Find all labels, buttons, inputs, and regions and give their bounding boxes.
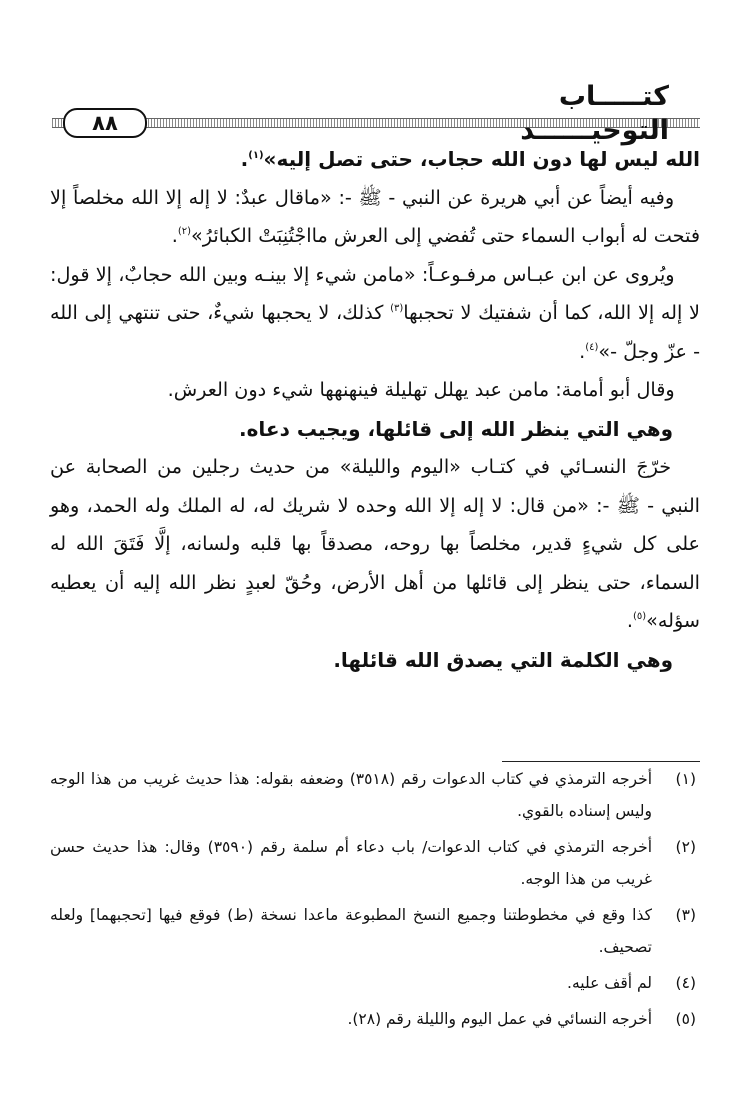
footnotes [50,763,700,1039]
footnote-number: (٣) [675,906,696,924]
paragraph: وهي التي ينظر الله إلى قائلها، ويجيب دعاه. [239,416,674,441]
footnote-ref: (٣) [390,303,404,314]
footnote: (٣) كذا وقع في مخطوطتنا وجميع النسخ المطبوعة ماعدا نسخة (ط) فوقع فيها [تحجبهما] ولعله تصحيف. [50,899,700,963]
paragraph: وهي الكلمة التي يصدق الله قائلها. [333,647,674,672]
paragraph: وفيه أيضاً عن أبي هريرة عن النبي - ﷺ -: «ماقال عبدٌ: لا إله إلا الله مخلصاً إلا فتحت له أبواب السماء حتى تُفضي إلى العرش مااجْتُنِبَتْ الكبائرُ»$^{(٢)}$. [50,185,700,247]
paragraph: خرّجَ النسـائي في كتـاب «اليوم والليلة» من حديث رجلين من الصحابة عن النبي - ﷺ -: «من قال: لا إله إلا الله وحده لا شريك له، له الملك وله الحمد، وهو على كل شيءٍ قدير، مخلصاً بها روحه، مصدقاً بها قلبه ولسانه، إلَّا فَتَقَ الله له السماء، حتى ينظر إلى قائلها من أهل الأرض، وحُقّ لعبدٍ نظر الله إليه أن يعطيه سؤله»$^{(٥)}$. [50,455,700,632]
paragraph: الله ليس لها دون الله حجاب، حتى تصل إليه»$^{(١)}$. [240,147,700,171]
footnote: (٥) أخرجه النسائي في عمل اليوم والليلة رقم (٢٨). [50,1003,700,1035]
footnote: (٢) أخرجه الترمذي في كتاب الدعوات/ باب دعاء أم سلمة رقم (٣٥٩٠) وقال: هذا حديث حسن غريب من هذا الوجه. [50,831,700,895]
running-header-title: كتـــــاب التوحيــــــد [520,81,669,146]
footnote-number: (٤) [675,974,696,992]
paragraph: وقال أبو أمامة: مامن عبد يهلل تهليلة فينهنهها شيء دون العرش. [167,378,675,401]
footnote-ref: (٤) [585,341,599,353]
footnote-ref: (٢) [177,226,192,237]
main-text [50,140,700,679]
footnote-ref: (٥) [632,611,647,622]
footnote-number: (٢) [675,838,696,856]
footnote-number: (٥) [675,1010,696,1028]
paragraph: ويُروى عن ابن عبـاس مرفـوعـاً: «مامن شيء إلا بينـه وبين الله حجابٌ، إلا قول: لا إله إلا الله، كما أن شفتيك لا تحجبها$^{(٣)}$ كذلك، لا يحجبها شيءٌ، حتى تنتهي إلى الله - عزّ وجلّ -»$^{(٤)}$. [50,262,700,363]
page-number: ٨٨ [63,108,147,138]
footnote: (٤) لم أقف عليه. [50,967,700,999]
footnote-divider [502,761,700,762]
footnote-number: (١) [675,770,696,788]
footnote: (١) أخرجه الترمذي في كتاب الدعوات رقم (٣٥١٨) وضعفه بقوله: هذا حديث غريب من هذا الوجه وليس إسناده بالقوي. [50,763,700,827]
footnote-ref: (١) [248,150,264,161]
